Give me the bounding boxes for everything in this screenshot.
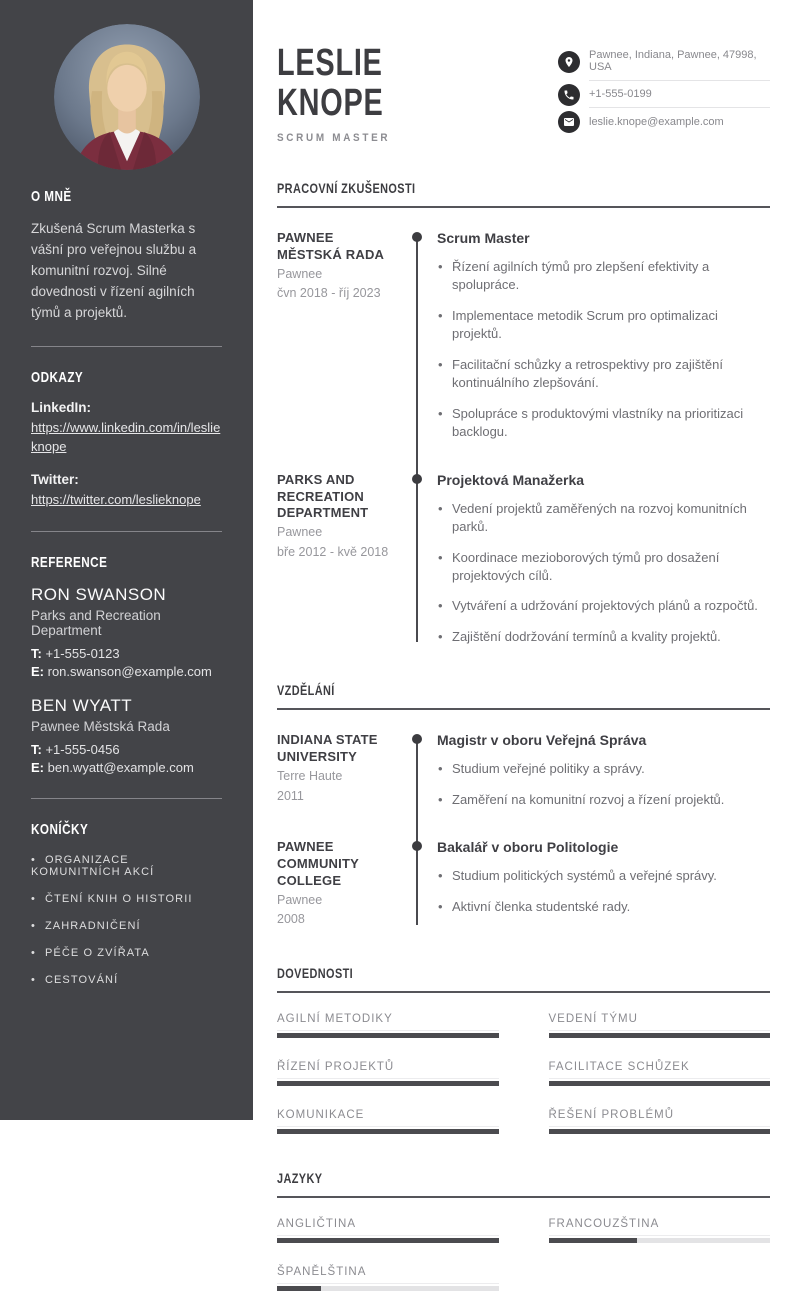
skill-bar-fill bbox=[549, 1129, 771, 1134]
skills-section-header bbox=[277, 965, 770, 993]
experience-section-header bbox=[277, 180, 770, 208]
skill-label: FACILITACE SCHŮZEK bbox=[549, 1061, 771, 1079]
phone-value: +1-555-0123 bbox=[45, 646, 120, 662]
email-icon bbox=[558, 111, 580, 133]
hobby-item: • ČTENÍ KNIH O HISTORII bbox=[31, 893, 222, 905]
skill-bar-fill bbox=[549, 1033, 771, 1038]
language-bar-fill bbox=[549, 1238, 638, 1243]
skills-heading: DOVEDNOSTI bbox=[277, 964, 354, 981]
entry-bullets bbox=[437, 867, 770, 916]
entry-title: Scrum Master bbox=[437, 230, 530, 247]
education-entry bbox=[277, 732, 770, 809]
first-name: LESLIE bbox=[277, 42, 383, 84]
entry-left bbox=[277, 230, 401, 442]
reference-phone bbox=[31, 741, 222, 776]
skill-label: ŘÍZENÍ PROJEKTŮ bbox=[277, 1061, 499, 1079]
entry-left bbox=[277, 732, 401, 809]
entry-degree: Bakalář v oboru Politologie bbox=[437, 839, 619, 856]
reference-org: Pawnee Městská Rada bbox=[31, 719, 170, 735]
language-bar-fill bbox=[277, 1238, 499, 1243]
contact-row-location bbox=[558, 42, 770, 81]
sidebar-divider bbox=[31, 346, 222, 347]
main-content bbox=[253, 0, 794, 1278]
entry-title: Projektová Manažerka bbox=[437, 471, 585, 488]
bullet-item: • Koordinace mezioborových týmů pro dosažení projektových cílů. bbox=[437, 549, 770, 586]
contact-row-email bbox=[558, 108, 770, 135]
timeline-dot bbox=[412, 232, 422, 242]
links-section bbox=[31, 369, 222, 510]
entry-location: Terre Haute bbox=[277, 769, 343, 784]
entry-school: INDIANA STATE UNIVERSITY bbox=[277, 732, 378, 765]
last-name: KNOPE bbox=[277, 81, 384, 124]
contact-block bbox=[558, 40, 770, 135]
phone-icon bbox=[558, 84, 580, 106]
reference-org: Parks and Recreation Department bbox=[31, 608, 161, 639]
hobby-item: • ORGANIZACE KOMUNITNÍCH AKCÍ bbox=[31, 854, 222, 878]
language-bar-fill bbox=[277, 1286, 321, 1291]
language-item bbox=[549, 1218, 771, 1243]
entry-bullets bbox=[437, 258, 770, 442]
reference-item bbox=[31, 585, 222, 680]
header bbox=[277, 40, 770, 144]
skill-item bbox=[549, 1013, 771, 1038]
entry-location: Pawnee bbox=[277, 892, 323, 907]
reference-phone bbox=[31, 645, 222, 680]
skills-section bbox=[277, 965, 770, 1134]
phone-label: T: bbox=[31, 646, 42, 662]
entry-location: Pawnee bbox=[277, 266, 323, 281]
language-item bbox=[277, 1266, 499, 1291]
entry-bullets bbox=[437, 500, 770, 647]
entry-right bbox=[401, 472, 770, 647]
linkedin-label: LinkedIn: bbox=[31, 399, 91, 415]
phone-label: T: bbox=[31, 742, 42, 758]
bullet-item: • Studium veřejné politiky a správy. bbox=[437, 760, 770, 778]
portrait-illustration bbox=[54, 24, 200, 170]
language-label: FRANCOUZŠTINA bbox=[549, 1218, 771, 1236]
contact-location-text: Pawnee, Indiana, Pawnee, 47998, USA bbox=[589, 42, 770, 81]
experience-entries bbox=[277, 230, 770, 646]
contact-row-phone bbox=[558, 81, 770, 108]
bullet-item: • Zajištění dodržování termínů a kvality projektů. bbox=[437, 628, 770, 646]
references-section bbox=[31, 554, 222, 776]
skill-item bbox=[277, 1013, 499, 1038]
reference-name: RON SWANSON bbox=[31, 585, 167, 605]
bullet-item: • Spolupráce s produktovými vlastníky na prioritizaci backlogu. bbox=[437, 405, 770, 442]
languages-grid bbox=[277, 1218, 770, 1291]
entry-dates: čvn 2018 - říj 2023 bbox=[277, 286, 381, 301]
hobby-item: • CESTOVÁNÍ bbox=[31, 974, 222, 986]
languages-section bbox=[277, 1170, 770, 1291]
email-label: E: bbox=[31, 759, 44, 775]
name-block bbox=[277, 40, 558, 144]
languages-section-header bbox=[277, 1170, 770, 1198]
entry-right bbox=[401, 230, 770, 442]
profile-photo bbox=[54, 24, 200, 170]
skill-item bbox=[549, 1061, 771, 1086]
skill-item bbox=[549, 1109, 771, 1134]
sidebar-divider bbox=[31, 798, 222, 799]
entry-org: PAWNEE MĚSTSKÁ RADA bbox=[277, 230, 385, 262]
about-section bbox=[31, 188, 222, 324]
skill-label: KOMUNIKACE bbox=[277, 1109, 499, 1127]
job-title: SCRUM MASTER bbox=[277, 132, 391, 145]
bullet-item: • Vedení projektů zaměřených na rozvoj komunitních parků. bbox=[437, 500, 770, 537]
sidebar-divider bbox=[31, 531, 222, 532]
entry-left bbox=[277, 472, 401, 647]
languages-heading: JAZYKY bbox=[277, 1169, 323, 1186]
skill-bar bbox=[549, 1033, 771, 1038]
experience-heading: PRACOVNÍ ZKUŠENOSTI bbox=[277, 180, 416, 197]
phone-value: +1-555-0456 bbox=[45, 742, 120, 758]
skill-bar-fill bbox=[277, 1081, 499, 1086]
entry-right bbox=[401, 732, 770, 809]
location-icon bbox=[558, 51, 580, 73]
links-heading: ODKAZY bbox=[31, 368, 84, 386]
education-section-header bbox=[277, 682, 770, 710]
skill-bar bbox=[277, 1033, 499, 1038]
experience-section bbox=[277, 180, 770, 646]
hobby-item: • PÉČE O ZVÍŘATA bbox=[31, 947, 222, 959]
skills-grid bbox=[277, 1013, 770, 1134]
entry-year: 2008 bbox=[277, 912, 305, 927]
entry-dates: bře 2012 - kvě 2018 bbox=[277, 544, 389, 559]
email-label: E: bbox=[31, 663, 44, 679]
skill-bar bbox=[549, 1081, 771, 1086]
skill-bar-fill bbox=[277, 1129, 499, 1134]
entry-location: Pawnee bbox=[277, 525, 323, 540]
linkedin-link[interactable]: https://www.linkedin.com/in/leslieknope bbox=[31, 419, 221, 455]
education-entry bbox=[277, 839, 770, 929]
education-entries bbox=[277, 732, 770, 929]
contact-phone-text: +1-555-0199 bbox=[589, 81, 770, 108]
language-label: ŠPANĚLŠTINA bbox=[277, 1266, 499, 1284]
link-item-twitter bbox=[31, 472, 222, 510]
bullet-item: • Studium politických systémů a veřejné správy. bbox=[437, 867, 770, 885]
skill-label: ŘEŠENÍ PROBLÉMŮ bbox=[549, 1109, 771, 1127]
about-heading: O MNĚ bbox=[31, 188, 72, 205]
skill-bar bbox=[277, 1081, 499, 1086]
hobby-list bbox=[31, 854, 222, 986]
hobbies-heading: KONÍČKY bbox=[31, 821, 89, 839]
entry-left bbox=[277, 839, 401, 929]
reference-item bbox=[31, 696, 222, 776]
entry-degree: Magistr v oboru Veřejná Správa bbox=[437, 732, 647, 749]
bullet-item: • Implementace metodik Scrum pro optimalizaci projektů. bbox=[437, 307, 770, 344]
email-value: ron.swanson@example.com bbox=[47, 663, 212, 679]
timeline-dot bbox=[412, 474, 422, 484]
hobby-item: • ZAHRADNIČENÍ bbox=[31, 920, 222, 932]
skill-bar bbox=[277, 1129, 499, 1134]
experience-entry bbox=[277, 230, 770, 442]
twitter-label: Twitter: bbox=[31, 471, 79, 487]
bullet-item: • Řízení agilních týmů pro zlepšení efektivity a spolupráce. bbox=[437, 258, 770, 295]
about-text: Zkušená Scrum Masterka s vášní pro veřejnou službu a komunitní rozvoj. Silné dovednosti v řízení agilních týmů a projektů. bbox=[31, 221, 197, 320]
skill-item bbox=[277, 1061, 499, 1086]
education-section bbox=[277, 682, 770, 929]
entry-org: PARKS AND RECREATION DEPARTMENT bbox=[277, 471, 369, 521]
skill-bar-fill bbox=[549, 1081, 771, 1086]
entry-bullets bbox=[437, 760, 770, 809]
entry-right bbox=[401, 839, 770, 929]
skill-label: VEDENÍ TÝMU bbox=[549, 1013, 771, 1031]
email-value: ben.wyatt@example.com bbox=[47, 759, 194, 775]
bullet-item: • Facilitační schůzky a retrospektivy pro zajištění kontinuálního zlepšování. bbox=[437, 356, 770, 393]
twitter-link[interactable]: https://twitter.com/leslieknope bbox=[31, 491, 201, 507]
skill-item bbox=[277, 1109, 499, 1134]
language-bar bbox=[277, 1238, 499, 1243]
experience-entry bbox=[277, 472, 770, 647]
entry-year: 2011 bbox=[277, 788, 304, 803]
bullet-item: • Aktivní členka studentské rady. bbox=[437, 898, 770, 916]
bullet-item: • Vytváření a udržování projektových plánů a rozpočtů. bbox=[437, 597, 770, 615]
entry-school: PAWNEE COMMUNITY COLLEGE bbox=[277, 839, 359, 889]
language-bar bbox=[549, 1238, 771, 1243]
education-heading: VZDĚLÁNÍ bbox=[277, 682, 335, 699]
skill-bar bbox=[549, 1129, 771, 1134]
language-item bbox=[277, 1218, 499, 1243]
language-bar bbox=[277, 1286, 499, 1291]
references-heading: REFERENCE bbox=[31, 554, 108, 572]
reference-name: BEN WYATT bbox=[31, 696, 133, 716]
hobbies-section bbox=[31, 821, 222, 986]
skill-label: AGILNÍ METODIKY bbox=[277, 1013, 499, 1031]
sidebar bbox=[0, 0, 253, 1120]
contact-email-text: leslie.knope@example.com bbox=[589, 115, 724, 128]
bullet-item: • Zaměření na komunitní rozvoj a řízení projektů. bbox=[437, 791, 770, 809]
skill-bar-fill bbox=[277, 1033, 499, 1038]
language-label: ANGLIČTINA bbox=[277, 1218, 499, 1236]
link-item-linkedin bbox=[31, 400, 222, 457]
